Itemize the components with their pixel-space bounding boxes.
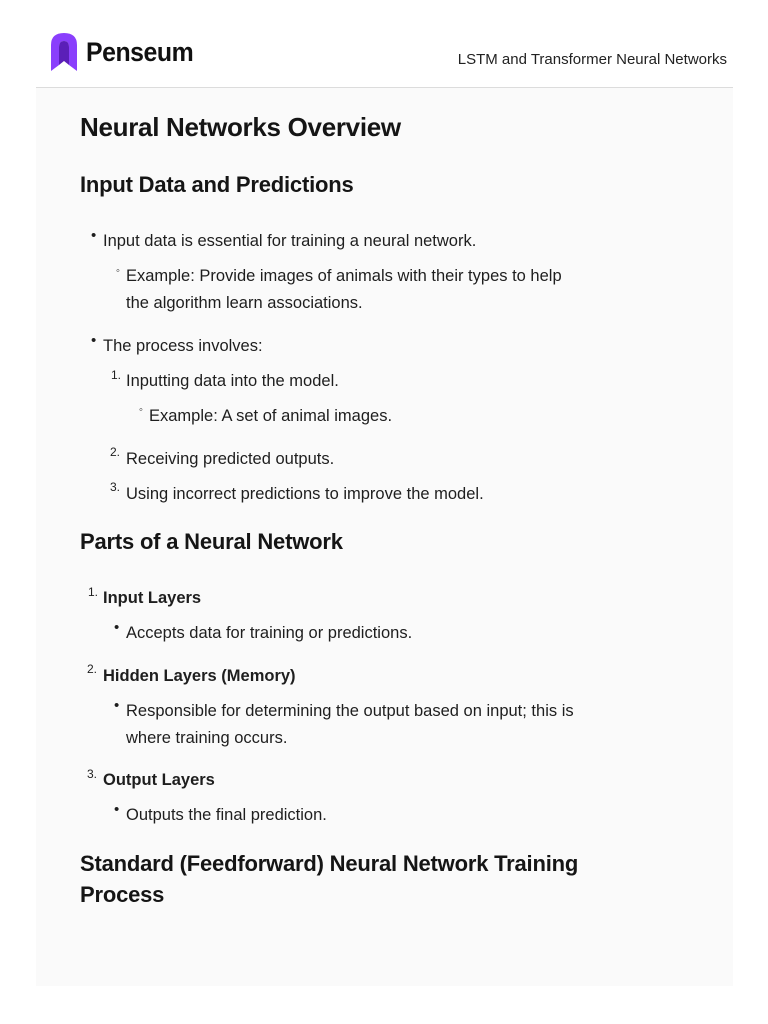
list-item-title: Hidden Layers (Memory): [103, 667, 296, 685]
section-heading-parts: Parts of a Neural Network: [80, 529, 343, 554]
list-item: Input data is essential for training a neural network.: [103, 232, 477, 250]
list-item: Outputs the final prediction.: [126, 806, 327, 824]
number-marker: 2.: [110, 445, 121, 459]
brand-name: Penseum: [86, 36, 194, 67]
section-heading-training-process-continuation: Process: [80, 882, 165, 907]
document-content: [36, 88, 733, 986]
list-item-continuation: the algorithm learn associations.: [126, 294, 363, 312]
header: [36, 0, 733, 88]
list-item: Responsible for determining the output based on input; this is: [126, 702, 574, 720]
list-item: Example: A set of animal images.: [149, 407, 393, 425]
list-item: Inputting data into the model.: [126, 372, 339, 390]
list-item: Accepts data for training or predictions.: [126, 624, 413, 642]
list-item-title: Output Layers: [103, 771, 215, 789]
section-heading-training-process: Standard (Feedforward) Neural Network Training: [80, 851, 579, 876]
bullet-marker: •: [114, 801, 120, 818]
circle-marker: ◦: [116, 265, 120, 277]
page-title: Neural Networks Overview: [80, 112, 401, 142]
list-item: Receiving predicted outputs.: [126, 450, 335, 468]
bullet-marker: •: [114, 697, 120, 714]
bullet-marker: •: [114, 619, 120, 636]
brand-logo[interactable]: [49, 31, 203, 73]
penseum-logo-icon: [49, 31, 79, 73]
section-heading-input-data: Input Data and Predictions: [80, 172, 354, 197]
number-marker: 1.: [111, 368, 122, 382]
number-marker: 3.: [110, 480, 121, 494]
list-item: The process involves:: [103, 337, 263, 355]
number-marker: 3.: [87, 767, 98, 781]
list-item-title: Input Layers: [103, 589, 202, 607]
number-marker: 1.: [88, 585, 99, 599]
circle-marker: ◦: [139, 404, 143, 416]
list-item: Using incorrect predictions to improve the model.: [126, 485, 484, 503]
bullet-marker: •: [91, 332, 97, 349]
list-item-continuation: where training occurs.: [126, 729, 288, 747]
number-marker: 2.: [87, 662, 98, 676]
bullet-marker: •: [91, 227, 97, 244]
document-title: LSTM and Transformer Neural Networks: [457, 51, 727, 68]
list-item: Example: Provide images of animals with their types to help: [126, 267, 562, 285]
